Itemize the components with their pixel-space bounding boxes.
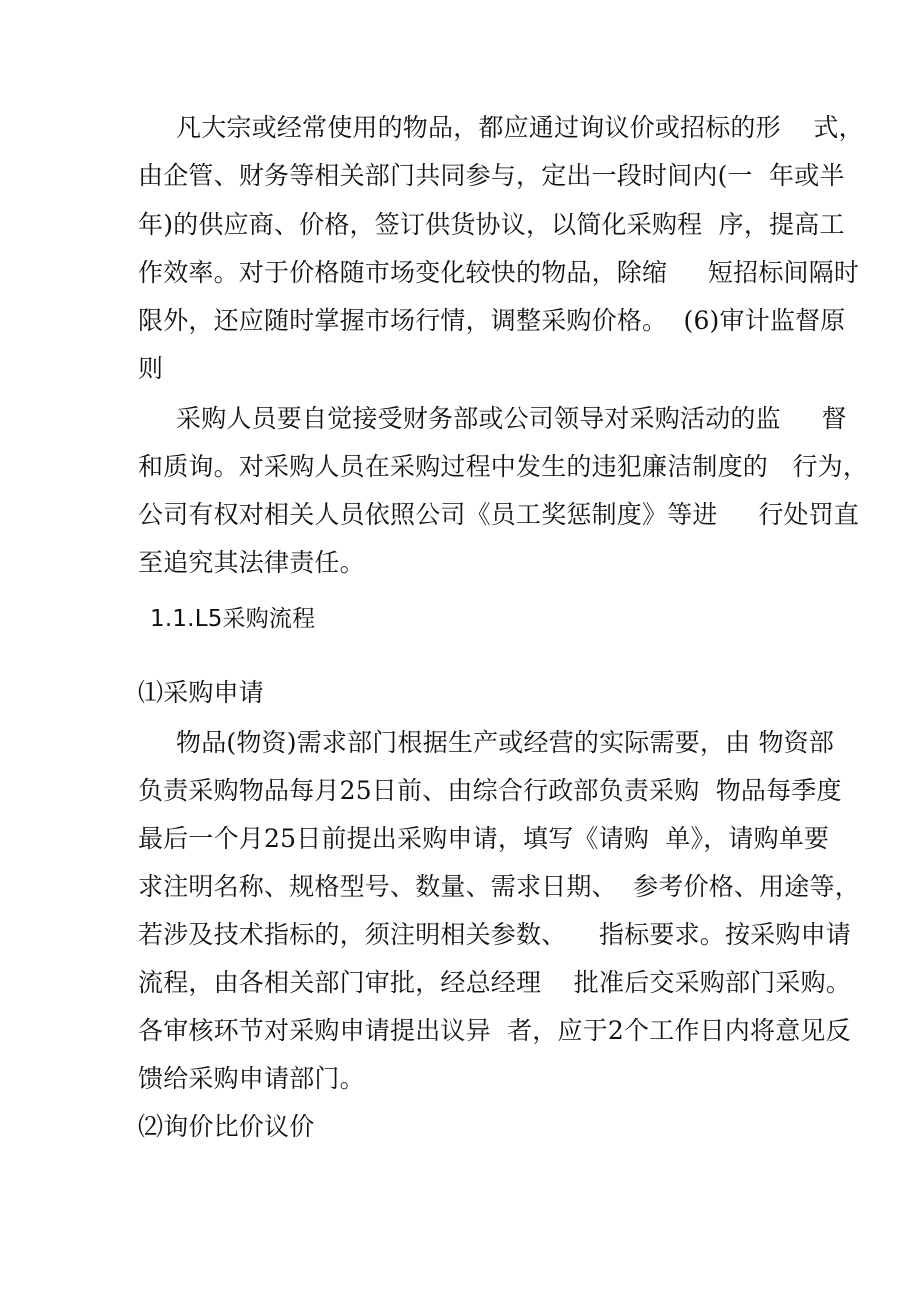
paragraph-line: 和质询。对采购人员在采购过程中发生的违犯廉洁制度的 行为，: [138, 452, 869, 481]
paragraph-line: 负责采购物品每月25日前、由综合行政部负责采购 物品每季度: [138, 776, 842, 805]
subsection-heading: ⑴采购申请: [138, 678, 265, 707]
paragraph-line: 由企管、财务等相关部门共同参与，定出一段时间内(一 年或半: [138, 161, 845, 190]
paragraph-line: 凡大宗或经常使用的物品，都应通过询议价或招标的形 式，: [176, 113, 864, 142]
section-heading: 1.1.L5采购流程: [150, 606, 316, 632]
paragraph-line: 则: [138, 354, 164, 383]
paragraph-line: 作效率。对于价格随市场变化较快的物品，除缩 短招标间隔时: [138, 258, 860, 287]
paragraph-line: 求注明名称、规格型号、数量、需求日期、 参考价格、用途等，: [138, 872, 860, 901]
paragraph-line: 年)的供应商、价格，签订供货协议，以简化采购程 序，提高工: [138, 210, 845, 239]
paragraph-line: 馈给采购申请部门。: [138, 1064, 365, 1093]
paragraph-line: 采购人员要自觉接受财务部或公司领导对采购活动的监 督: [176, 404, 847, 433]
paragraph-line: 限外，还应随时掌握市场行情，调整采购价格。 (6)审计监督原: [138, 306, 846, 335]
paragraph-line: 流程，由各相关部门审批，经总经理 批准后交采购部门采购。: [138, 968, 851, 997]
subsection-heading: ⑵询价比价议价: [138, 1112, 315, 1141]
paragraph-line: 若涉及技术指标的，须注明相关参数、 指标要求。按采购申请: [138, 920, 851, 949]
paragraph-line: 最后一个月25日前提出采购申请，填写《请购 单》，请购单要: [138, 824, 830, 853]
paragraph-line: 各审核环节对采购申请提出议异 者，应于2个工作日内将意见反: [138, 1016, 851, 1045]
paragraph-line: 物品(物资)需求部门根据生产或经营的实际需要，由 物资部: [176, 728, 835, 757]
paragraph-line: 至追究其法律责任。: [138, 548, 365, 577]
paragraph-line: 公司有权对相关人员依照公司《员工奖惩制度》等进 行处罚直: [138, 500, 860, 529]
